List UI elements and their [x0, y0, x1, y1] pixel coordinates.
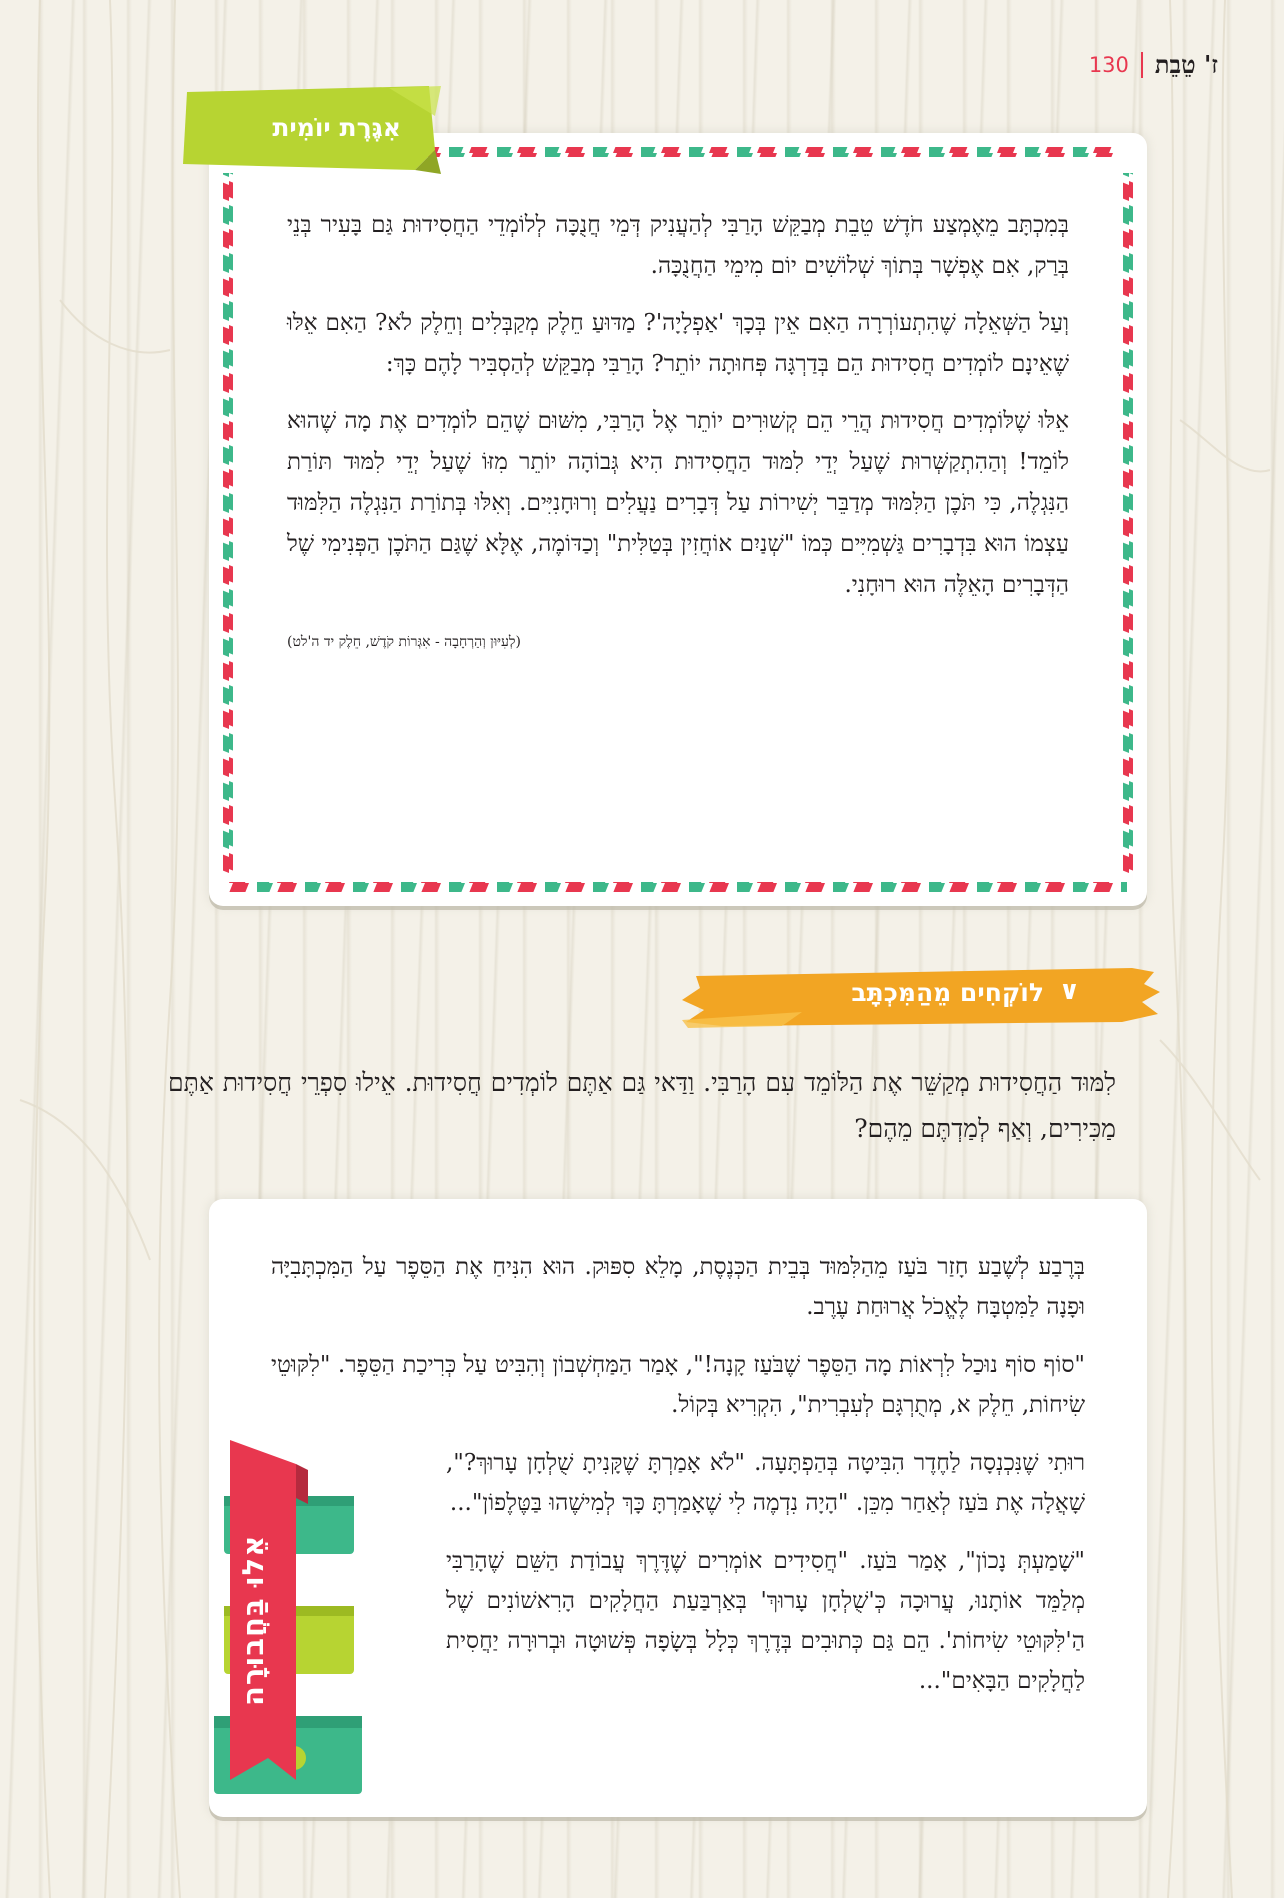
story-body — [271, 1247, 1085, 1719]
letter-label: אִגֶּרֶת יוֹמִית — [272, 113, 401, 142]
page-number: 130 — [1088, 53, 1129, 77]
takeaway-banner — [682, 962, 1164, 1030]
story-paragraph: בְּרֶבַע לְשֶׁבַע חָזַר בֹּעַז מֵהַלִּמּוּד בְּבֵית הַכְּנֶסֶת, מָלֵא סִפּוּק. הוּא הִנִּיחַ אֶת הַסֵּפֶר עַל הַמִּכְתָּבִיָּה וּפָנָה לַמִּטְבָּח לֶאֱכֹל אֲרוּחַת עֶרֶב. — [271, 1254, 1085, 1320]
takeaway-label: לוֹקְחִים מֵהַמִּכְתָּב — [851, 978, 1044, 1007]
story-paragraph: "שָׁמַעְתְּ נָכוֹן", אָמַר בֹּעַז. "חֲסִידִים אוֹמְרִים שֶׁדֶּרֶךְ עֲבוֹדַת הַשֵּׁם שֶׁהָרַבִּי מְלַמֵּד אוֹתָנוּ, עֲרוּכָה כְּ'שֻׁלְחָן עָרוּךְ' בְּאַרְבַּעַת הַחֲלָקִים הָרִאשׁוֹנִים שֶׁל הַ'לִּקּוּטֵי שִׂיחוֹת'. הֵם גַּם כְּתוּבִים בְּדֶרֶךְ כְּלָל בְּשָׂפָה פְּשׁוּטָה וּבְרוּרָה יַחֲסִית לַחֲלָקִים הַבָּאִים"... — [446, 1548, 1085, 1694]
letter-label-tag — [179, 86, 441, 178]
letter-body — [287, 205, 1069, 663]
letter-paragraph: בְּמִכְתָּב מֵאֶמְצַע חֹדֶשׁ טֵבֵת מְבַקֵּשׁ הָרַבִּי לְהַעֲנִיק דְּמֵי חֲנֻכָּה לְלוֹמְדֵי הַחֲסִידוּת גַּם בָּעִיר בְּנֵי בְּרַק, אִם אֶפְשָׁר בְּתוֹךְ שְׁלוֹשִׁים יוֹם מִימֵי הַחֲנֻכָּה. — [287, 212, 1069, 279]
letter-card — [209, 133, 1147, 906]
story-paragraph: "סוֹף סוֹף נוּכַל לִרְאוֹת מָה הַסֵּפֶר שֶׁבֹּעַז קָנָה!", אָמַר הַמַּחְשְׁבוֹן וְהִבִּיט עַל כְּרִיכַת הַסֵּפֶר. "לִקּוּטֵי שִׂיחוֹת, חֵלֶק א, מְתֻרְגָּם לְעִבְרִית", הִקְרִיא בְּקוֹל. — [271, 1352, 1085, 1418]
ribbon-label: אֵלוּ בַּחֲבוּרָה — [236, 1534, 270, 1706]
takeaway-text: לִמּוּד הַחֲסִידוּת מְקַשֵּׁר אֶת הַלּוֹמֵד עִם הָרַבִּי. וַדַּאי גַּם אַתֶּם לוֹמְדִים חֲסִידוּת. אֵילוּ סִפְרֵי חֲסִידוּת אַתֶּם מַכִּירִים, וְאַף לְמַדְתֶּם מֵהֶם? — [168, 1068, 1116, 1143]
page-date: ז' טֵבֵת — [1154, 50, 1218, 79]
chevron-down-icon: ∨ — [1058, 976, 1080, 1006]
story-paragraph: רוּתִי שֶׁנִּכְנְסָה לַחֶדֶר הִבִּיטָה בְּהַפְתָּעָה. "לֹא אָמַרְתָּ שֶׁקָּנִיתָ שֻׁלְחָן עָרוּךְ?", שָׁאֲלָה אֶת בֹּעַז לְאַחַר מִכֵּן. "הָיָה נִדְמֶה לִי שֶׁאָמַרְתָּ כָּךְ לְמִישֶׁהוּ בַּטֶּלֶפוֹן"... — [446, 1450, 1085, 1516]
page-header — [1089, 50, 1218, 80]
letter-source: (לְעִיּוּן וְהַרְחָבָה - אִגְּרוֹת קֹדֶשׁ, חֵלֶק יד ה'לט) — [287, 634, 521, 650]
header-divider — [1141, 52, 1143, 78]
letter-paragraph: אֵלּוּ שֶׁלּוֹמְדִים חֲסִידוּת הֲרֵי הֵם קְשׁוּרִים יוֹתֵר אֶל הָרַבִּי, מִשּׁוּם שֶׁהֵם לוֹמְדִים אֶת מָה שֶׁהוּא לוֹמֵד! וְהַהִתְקַשְּׁרוּת שֶׁעַל יְדֵי לִמּוּד הַחֲסִידוּת הִיא גְּבוֹהָה יוֹתֵר מִזּוֹ שֶׁעַל יְדֵי לִמּוּד תּוֹרַת הַנִּגְלֶה, כִּי תֹּכֶן הַלִּמּוּד מְדַבֵּר יְשִׁירוֹת עַל דְּבָרִים נַעֲלִים וְרוּחָנִיִּים. וְאִלּוּ בְּתוֹרַת הַנִּגְלֶה הַלִּמּוּד עַצְמוֹ הוּא בִּדְבָרִים גַּשְׁמִיִּים כְּמוֹ "שְׁנַיִם אוֹחֲזִין בְּטַלִּית" וְכַדּוֹמֶה, אֶלָּא שֶׁגַּם הַתֹּכֶן הַפְּנִימִי שֶׁל הַדְּבָרִים הָאֵלֶּה הוּא רוּחָנִי. — [287, 408, 1069, 598]
letter-paragraph: וְעַל הַשְּׁאֵלָה שֶׁהִתְעוֹרְרָה הַאִם אֵין בְּכָךְ 'אַפְלָיָה'? מַדּוּעַ חֵלֶק מְקַבְּלִים וְחֵלֶק לֹא? הַאִם אֵלּוּ שֶׁאֵינָם לוֹמְדִים חֲסִידוּת הֵם בְּדַרְגָּה פְּחוּתָה יוֹתֵר? הָרַבִּי מְבַקֵּשׁ לְהַסְבִּיר לָהֶם כָּךְ: — [287, 310, 1069, 377]
